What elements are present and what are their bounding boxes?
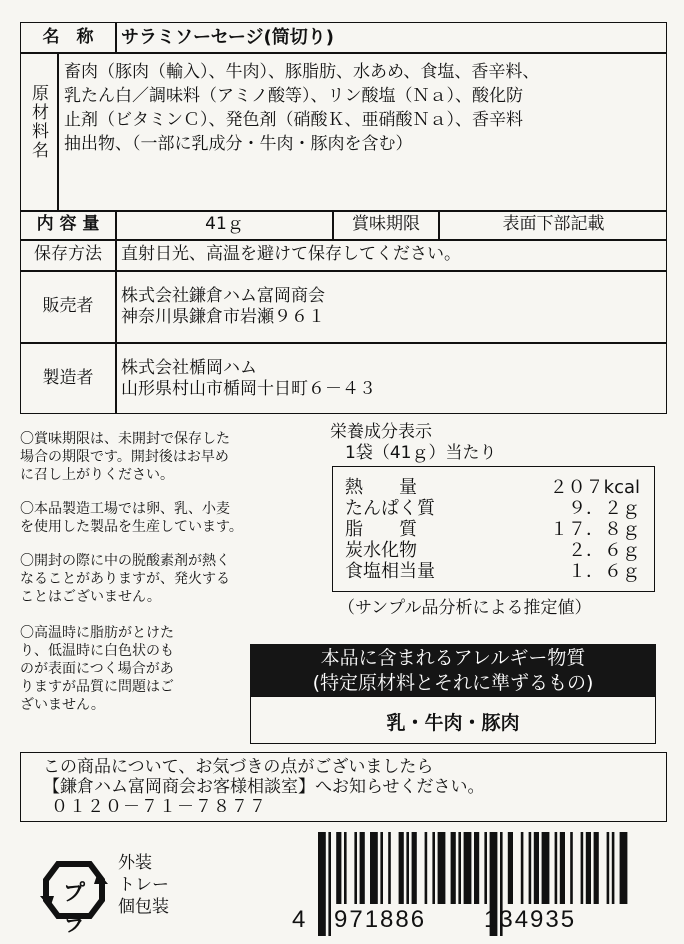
- barcode-bar: [425, 832, 428, 904]
- nutrition-row: 食塩相当量 １．６ｇ: [345, 561, 640, 582]
- barcode-bar: [412, 832, 417, 904]
- barcode-bar: [594, 832, 599, 904]
- barcode-bar: [560, 832, 565, 904]
- barcode-bar: [508, 832, 513, 904]
- nutrition-row: たんぱく質 ９．２ｇ: [345, 498, 640, 519]
- content-label: 内 容 量: [36, 214, 100, 234]
- barcode-right-digits: 134935: [484, 906, 577, 933]
- barcode-bar: [474, 832, 479, 904]
- seller-label: 販売者: [42, 296, 94, 316]
- content-value: 41ｇ: [205, 214, 244, 234]
- pla-recycle-icon: プラ: [38, 856, 110, 924]
- barcode-bar: [370, 832, 378, 904]
- note-oxygen-absorber: 〇開封の際に中の脱酸素剤が熱く なることがありますが、発火する ことはございません。: [20, 553, 230, 605]
- barcode-bar: [607, 832, 610, 904]
- nutrition-title: 栄養成分表示: [330, 422, 432, 442]
- barcode-bar: [484, 832, 487, 904]
- note-expiry: 〇賞味期限は、未開封で保存した 場合の期限です。開封後はお早め に召し上がりください。: [20, 431, 230, 483]
- barcode-bar: [360, 832, 365, 904]
- expiry-label: 賞味期限: [352, 214, 420, 234]
- nutrition-row: 炭水化物 ２．６ｇ: [345, 540, 640, 561]
- barcode-bar: [586, 832, 591, 904]
- barcode-bar: [458, 832, 461, 904]
- expiry-value: 表面下部記載: [502, 214, 605, 234]
- barcode-bar: [464, 832, 472, 904]
- barcode-bar: [542, 832, 550, 904]
- barcode-bar: [612, 832, 615, 904]
- barcode-bar: [399, 832, 404, 904]
- barcode-left-digits: 971886: [334, 906, 427, 933]
- note-fat: 〇高温時に脂肪がとけた り、低温時に白色状のも のが表面につく場合があ りますが品質に問題はご ざいません。: [20, 625, 174, 713]
- barcode-bar: [521, 832, 524, 904]
- nutrition-per: 1袋（41ｇ）当たり: [345, 443, 497, 463]
- barcode-bar: [406, 832, 409, 904]
- barcode-bar: [529, 832, 532, 904]
- barcode-bar: [344, 832, 347, 904]
- storage-label: 保存方法: [34, 244, 102, 264]
- recycle-parts: 外装 トレー 個包装: [118, 853, 169, 917]
- barcode-bar: [620, 832, 628, 904]
- name-label: 名 称: [42, 27, 94, 47]
- barcode-bar: [451, 832, 456, 904]
- barcode-bar: [570, 832, 573, 904]
- barcode-bar: [318, 832, 326, 936]
- maker-info: 株式会社楯岡ハム 山形県村山市楯岡十日町６－４３: [121, 358, 376, 399]
- ingredients-label: 原材料名: [28, 84, 48, 160]
- seller-info: 株式会社鎌倉ハム富岡商会 神奈川県鎌倉市岩瀬９６１: [121, 286, 325, 327]
- nutrition-row: 脂 質 １７．８ｇ: [345, 519, 640, 540]
- product-name: サラミソーセージ(筒切り): [121, 27, 335, 48]
- allergy-items: 乳・牛肉・豚肉: [386, 712, 520, 734]
- note-allergen-factory: 〇本品製造工場では卵、乳、小麦 を使用した製品を生産しています。: [20, 501, 243, 535]
- barcode-bar: [555, 832, 558, 904]
- barcode-bar: [534, 832, 539, 904]
- allergy-header: 本品に含まれるアレルギー物質 (特定原材料とそれに準ずるもの): [250, 644, 656, 697]
- barcode-bar: [354, 832, 357, 904]
- contact-phone: ０１２０－７１－７８７７: [51, 797, 267, 817]
- nutrition-note: （サンプル品分析による推定値）: [338, 598, 592, 618]
- barcode-bar: [336, 832, 341, 904]
- barcode-bar: [438, 832, 446, 904]
- barcode-bar: [328, 832, 331, 936]
- barcode-bar: [388, 832, 391, 904]
- barcode-bar: [380, 832, 383, 904]
- barcode-prefix: 4: [292, 906, 306, 933]
- maker-label: 製造者: [42, 368, 94, 388]
- nutrition-row: 熱 量 ２０７kcal: [345, 477, 640, 498]
- nutrition-table: [332, 466, 655, 592]
- storage-value: 直射日光、高温を避けて保存してください。: [121, 244, 461, 264]
- barcode-bar: [432, 832, 435, 904]
- barcode-bar: [581, 832, 584, 904]
- contact-box: この商品について、お気づきの点がございましたら 【鎌倉ハム富岡商会お客様相談室】へお知らせください。 ０１２０－７１－７８７７: [20, 752, 667, 822]
- ingredients-text: 畜肉（豚肉（輸入）、牛肉）、豚脂肪、水あめ、食塩、香辛料、 乳たん白／調味料（アミノ酸等）、リン酸塩（Ｎａ）、酸化防 止剤（ビタミンＣ）、発色剤（硝酸Ｋ、亜硝酸Ｎａ）、香辛料 抽出物、（一部に乳成分・牛肉・豚肉を含む）: [64, 62, 540, 154]
